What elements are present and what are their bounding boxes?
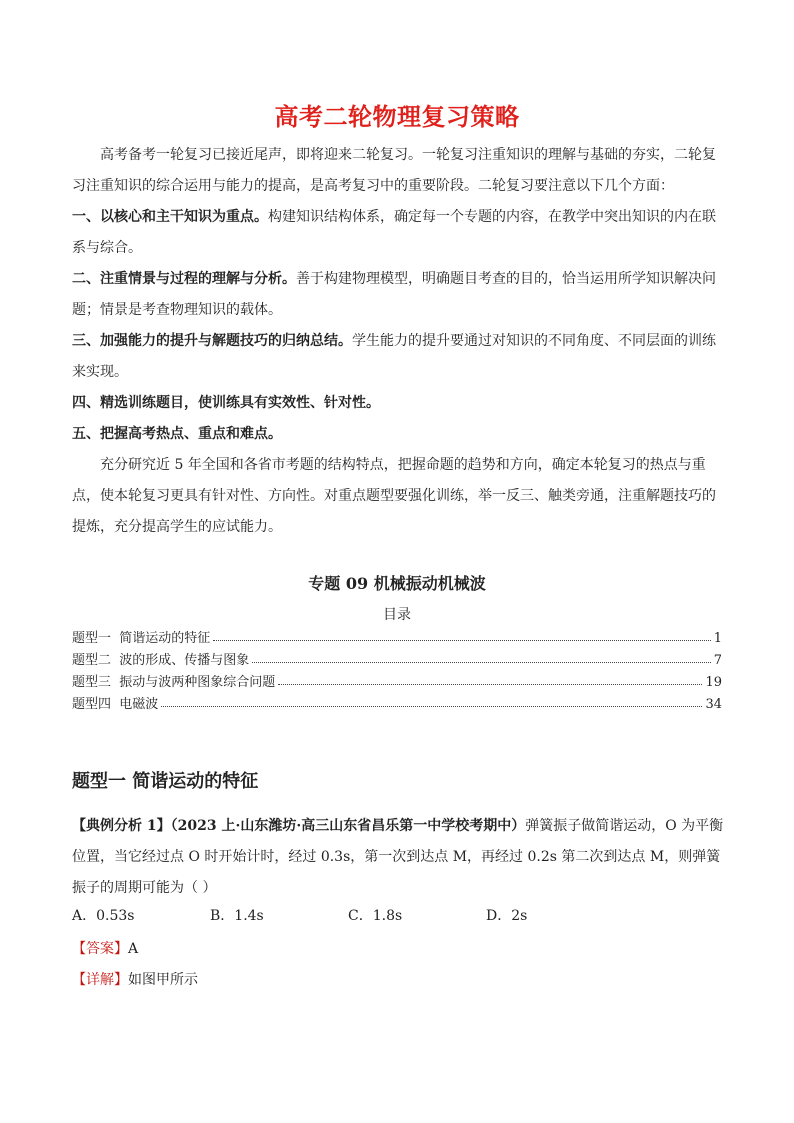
answer-options [72, 905, 732, 929]
intro-point-4 [72, 388, 727, 419]
page-title: 高考二轮物理复习策略 [274, 103, 520, 131]
toc-row-label: 题型一 简谐运动的特征 [72, 631, 211, 646]
toc-leader [252, 661, 710, 663]
section-heading: 题型一 简谐运动的特征 [72, 771, 259, 792]
answer-value: A [128, 941, 139, 957]
option-c[interactable]: C．1.8s [348, 908, 403, 924]
intro-point-3-text: 学生能力的提升要通过对知识的不同角度、不同层面的训练来实现。 [72, 333, 716, 380]
example-label: 【典例分析 1】 [72, 818, 171, 834]
intro-point-1-bold: 一、以核心和主干知识为重点。 [72, 209, 268, 225]
answer-line [72, 937, 138, 961]
intro-point-1-text: 构建知识结构体系，确定每一个专题的内容，在教学中突出知识的内在联系与综合。 [72, 209, 716, 256]
detail-line [72, 968, 198, 992]
intro-point-2 [72, 264, 727, 326]
option-d[interactable]: D．2s [486, 908, 528, 924]
intro-point-3 [72, 326, 727, 388]
intro-paragraph-2: 充分研究近 5 年全国和各省市考题的结构特点，把握命题的趋势和方向，确定本轮复习的热点与重点，使本轮复习更具有针对性、方向性。对重点题型要强化训练，举一反三、触类旁通，注重解题技巧的提炼，充分提高学生的应试能力。 [72, 457, 716, 535]
toc-row-page: 1 [713, 631, 722, 646]
toc-row-label: 题型四 电磁波 [72, 697, 159, 712]
detail-label: 【详解】 [72, 972, 128, 988]
toc-leader [278, 683, 702, 685]
toc-row-label: 题型二 波的形成、传播与图象 [72, 653, 250, 668]
toc-row[interactable] [72, 668, 722, 690]
intro-point-1 [72, 202, 727, 264]
intro-point-3-bold: 三、加强能力的提升与解题技巧的归纳总结。 [72, 333, 352, 349]
toc-row-page: 19 [705, 675, 722, 690]
answer-label: 【答案】 [72, 941, 128, 957]
toc-row[interactable] [72, 624, 722, 646]
toc-row-page: 34 [705, 697, 722, 712]
intro-paragraph-1: 高考备考一轮复习已接近尾声，即将迎来二轮复习。一轮复习注重知识的理解与基础的夯实，二轮复习注重知识的综合运用与能力的提高，是高考复习中的重要阶段。二轮复习要注意以下几个方面： [72, 147, 716, 194]
intro-point-5-bold: 五、把握高考热点、重点和难点。 [72, 426, 282, 442]
toc-row-page: 7 [713, 653, 722, 668]
example-question [72, 811, 732, 904]
intro-point-2-text: 善于构建物理模型，明确题目考查的目的，恰当运用所学知识解决问题；情景是考查物理知识的载体。 [72, 271, 716, 318]
intro-point-5 [72, 419, 727, 450]
option-b[interactable]: B．1.4s [210, 908, 264, 924]
toc-row-label: 题型三 振动与波两种图象综合问题 [72, 675, 276, 690]
intro-point-4-bold: 四、精选训练题目，使训练具有实效性、针对性。 [72, 395, 380, 411]
toc-row[interactable] [72, 646, 722, 668]
toc-leader [161, 705, 702, 707]
toc-leader [213, 639, 710, 641]
toc-row[interactable] [72, 690, 722, 712]
example-source: （2023 上·山东潍坊·高三山东省昌乐第一中学校考期中） [170, 818, 526, 834]
example-text: 弹簧振子做简谐运动，O 为平衡位置，当它经过点 O 时开始计时，经过 0.3s，第一次到达点 M，再经过 0.2s 第二次到达点 M，则弹簧振子的周期可能为（ ） [72, 818, 724, 896]
option-a[interactable]: A．0.53s [72, 908, 135, 924]
topic-heading: 专题 09 机械振动机械波 [308, 574, 486, 593]
detail-text: 如图甲所示 [128, 972, 198, 988]
intro-point-2-bold: 二、注重情景与过程的理解与分析。 [72, 271, 296, 287]
toc-title: 目录 [383, 607, 411, 623]
